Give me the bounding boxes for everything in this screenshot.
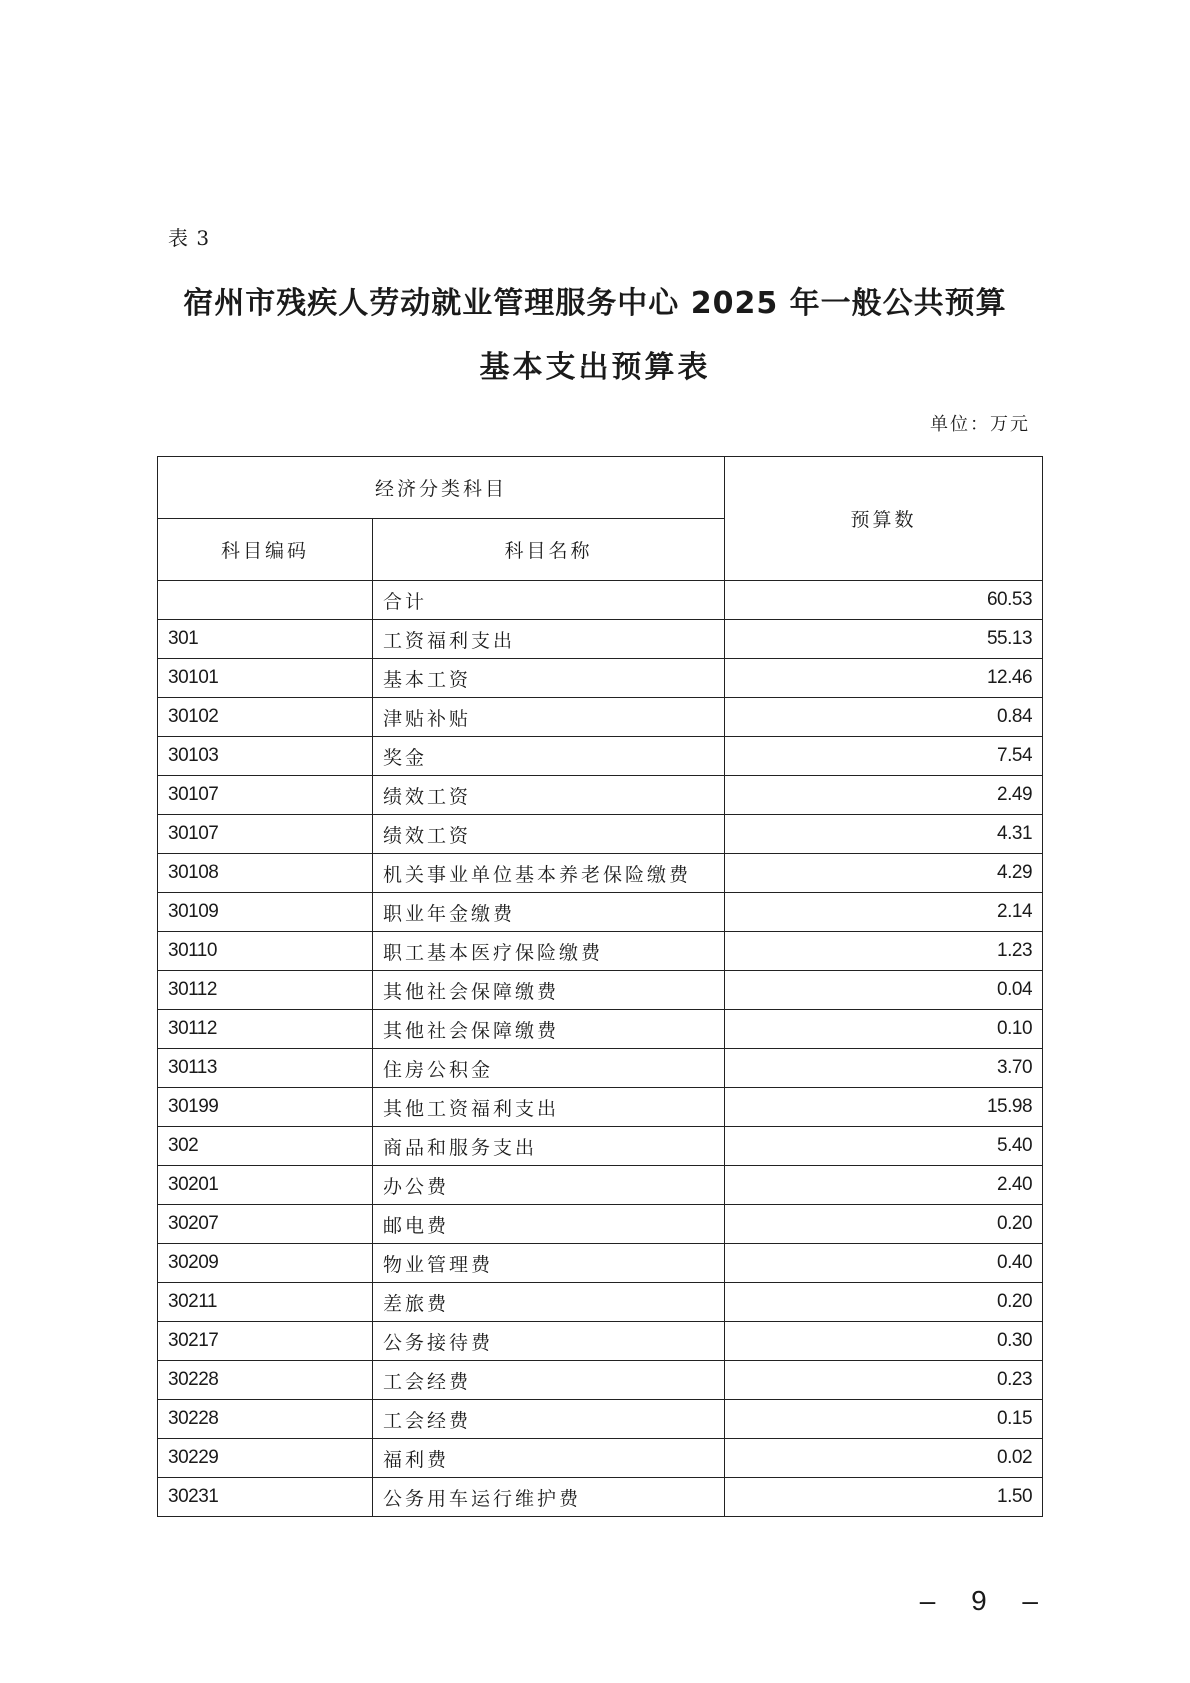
budget-amount-cell: 1.50: [725, 1478, 1043, 1517]
subject-code-cell: 30101: [158, 659, 373, 698]
table-row: [158, 1205, 1043, 1244]
unit-label: 单位：万元: [930, 414, 1030, 435]
header-row: [158, 457, 1043, 519]
subject-name-cell: 商品和服务支出: [373, 1127, 725, 1166]
budget-amount-cell: 0.02: [725, 1439, 1043, 1478]
budget-amount-cell: 4.31: [725, 815, 1043, 854]
table-row: [158, 659, 1043, 698]
subject-name-cell: 职业年金缴费: [373, 893, 725, 932]
budget-amount-cell: 0.20: [725, 1205, 1043, 1244]
subject-name-cell: 公务接待费: [373, 1322, 725, 1361]
subject-code-cell: 30103: [158, 737, 373, 776]
subject-code-cell: 30228: [158, 1361, 373, 1400]
subject-name-cell: 差旅费: [373, 1283, 725, 1322]
subject-code-cell: 30207: [158, 1205, 373, 1244]
budget-amount-cell: 0.40: [725, 1244, 1043, 1283]
subject-name-cell: 奖金: [373, 737, 725, 776]
budget-amount-cell: 2.49: [725, 776, 1043, 815]
subject-code-cell: 30112: [158, 971, 373, 1010]
table-label: 表 3: [168, 226, 211, 250]
table-row: [158, 1283, 1043, 1322]
budget-amount-cell: 60.53: [725, 581, 1043, 620]
subject-name-cell: 机关事业单位基本养老保险缴费: [373, 854, 725, 893]
subject-code-cell: 30229: [158, 1439, 373, 1478]
budget-amount-cell: 0.20: [725, 1283, 1043, 1322]
table-body: [158, 581, 1043, 1517]
table-row: [158, 1010, 1043, 1049]
subject-name-cell: 物业管理费: [373, 1244, 725, 1283]
subject-code-cell: 30209: [158, 1244, 373, 1283]
subject-name-cell: 其他社会保障缴费: [373, 971, 725, 1010]
page-title: 宿州市残疾人劳动就业管理服务中心 2025 年一般公共预算: [183, 286, 1007, 321]
subject-code-cell: 30107: [158, 815, 373, 854]
budget-amount-cell: 2.14: [725, 893, 1043, 932]
subject-code-cell: 30199: [158, 1088, 373, 1127]
subject-name-cell: 住房公积金: [373, 1049, 725, 1088]
subject-name-cell: 工会经费: [373, 1361, 725, 1400]
subject-code-cell: [158, 581, 373, 620]
subject-name-cell: 其他社会保障缴费: [373, 1010, 725, 1049]
subject-name-cell: 其他工资福利支出: [373, 1088, 725, 1127]
subject-name-cell: 绩效工资: [373, 815, 725, 854]
subject-code-cell: 30110: [158, 932, 373, 971]
budget-amount-cell: 1.23: [725, 932, 1043, 971]
header-subject-code: 科目编码: [158, 519, 373, 581]
table-row: [158, 1127, 1043, 1166]
subject-name-cell: 绩效工资: [373, 776, 725, 815]
subject-code-cell: 30108: [158, 854, 373, 893]
subject-name-cell: 工资福利支出: [373, 620, 725, 659]
table-row: [158, 854, 1043, 893]
subject-code-cell: 30231: [158, 1478, 373, 1517]
subject-code-cell: 30109: [158, 893, 373, 932]
budget-amount-cell: 0.23: [725, 1361, 1043, 1400]
subject-name-cell: 工会经费: [373, 1400, 725, 1439]
table-row: [158, 1049, 1043, 1088]
budget-amount-cell: 5.40: [725, 1127, 1043, 1166]
table-row: [158, 1439, 1043, 1478]
table-row: [158, 1400, 1043, 1439]
table-row: [158, 1244, 1043, 1283]
budget-amount-cell: 0.15: [725, 1400, 1043, 1439]
header-economic-category: 经济分类科目: [158, 457, 725, 519]
subject-code-cell: 30102: [158, 698, 373, 737]
page-number: – 9 –: [919, 1585, 1052, 1616]
budget-amount-cell: 2.40: [725, 1166, 1043, 1205]
subject-code-cell: 301: [158, 620, 373, 659]
subject-name-cell: 邮电费: [373, 1205, 725, 1244]
subject-name-cell: 公务用车运行维护费: [373, 1478, 725, 1517]
budget-amount-cell: 0.10: [725, 1010, 1043, 1049]
subject-name-cell: 津贴补贴: [373, 698, 725, 737]
subject-name-cell: 职工基本医疗保险缴费: [373, 932, 725, 971]
subject-name-cell: 办公费: [373, 1166, 725, 1205]
table-row: [158, 1166, 1043, 1205]
budget-amount-cell: 55.13: [725, 620, 1043, 659]
budget-table: [157, 456, 1043, 1517]
header-subject-name: 科目名称: [373, 519, 725, 581]
subject-code-cell: 30217: [158, 1322, 373, 1361]
budget-amount-cell: 0.84: [725, 698, 1043, 737]
subject-code-cell: 30107: [158, 776, 373, 815]
table-row: [158, 1478, 1043, 1517]
page-subtitle: 基本支出预算表: [479, 350, 711, 385]
subject-name-cell: 基本工资: [373, 659, 725, 698]
budget-amount-cell: 0.04: [725, 971, 1043, 1010]
table-row: [158, 1322, 1043, 1361]
subject-code-cell: 30201: [158, 1166, 373, 1205]
budget-amount-cell: 0.30: [725, 1322, 1043, 1361]
table-row: [158, 815, 1043, 854]
table-row: [158, 1088, 1043, 1127]
subject-code-cell: 30112: [158, 1010, 373, 1049]
budget-amount-cell: 4.29: [725, 854, 1043, 893]
subject-code-cell: 302: [158, 1127, 373, 1166]
budget-amount-cell: 7.54: [725, 737, 1043, 776]
budget-amount-cell: 12.46: [725, 659, 1043, 698]
budget-amount-cell: 3.70: [725, 1049, 1043, 1088]
subject-code-cell: 30113: [158, 1049, 373, 1088]
table-row: [158, 698, 1043, 737]
table-row: [158, 893, 1043, 932]
subject-name-cell: 合计: [373, 581, 725, 620]
table-row: [158, 776, 1043, 815]
subject-name-cell: 福利费: [373, 1439, 725, 1478]
budget-amount-cell: 15.98: [725, 1088, 1043, 1127]
subject-code-cell: 30228: [158, 1400, 373, 1439]
header-budget-amount: 预算数: [725, 457, 1043, 581]
table-row: [158, 932, 1043, 971]
subject-code-cell: 30211: [158, 1283, 373, 1322]
table-row: [158, 581, 1043, 620]
table-row: [158, 737, 1043, 776]
table-row: [158, 971, 1043, 1010]
table-row: [158, 1361, 1043, 1400]
table-row: [158, 620, 1043, 659]
